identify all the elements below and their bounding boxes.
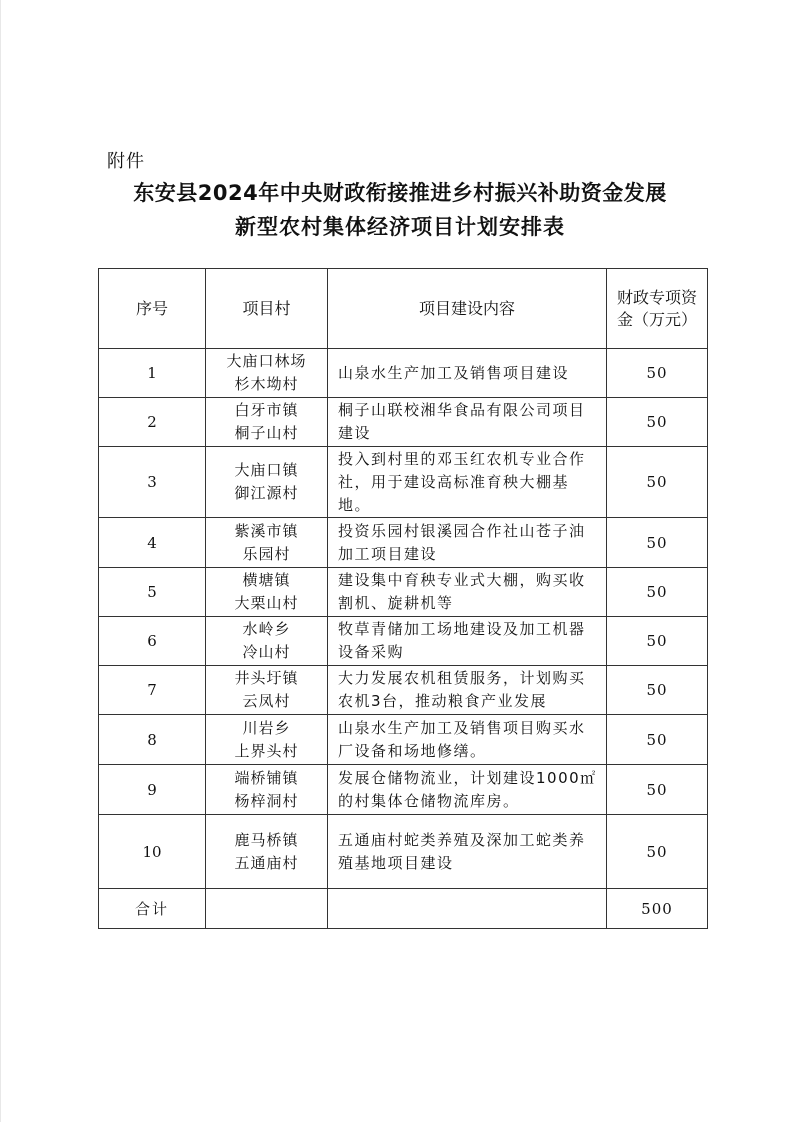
row-content: 投入到村里的邓玉红农机专业合作社，用于建设高标准育秧大棚基地。 [328, 447, 607, 518]
row-village-name: 桐子山村 [234, 424, 299, 442]
header-content: 项目建设内容 [328, 269, 607, 349]
row-funds: 50 [607, 447, 708, 518]
header-no: 序号 [99, 269, 206, 349]
row-village [206, 765, 328, 815]
total-village [206, 889, 328, 929]
row-town-name: 水岭乡 [242, 620, 291, 638]
row-town-name: 大庙口林场 [226, 352, 307, 370]
row-funds: 50 [607, 398, 708, 447]
table-row [99, 349, 708, 398]
row-funds: 50 [607, 666, 708, 715]
row-village [206, 815, 328, 889]
row-town-name: 白牙市镇 [234, 401, 299, 419]
row-content: 投资乐园村银溪园合作社山苍子油加工项目建设 [328, 518, 607, 568]
row-village [206, 666, 328, 715]
row-town-name: 鹿马桥镇 [234, 830, 299, 849]
row-funds: 50 [607, 349, 708, 398]
row-village [206, 349, 328, 398]
row-funds: 50 [607, 815, 708, 889]
table-row [99, 765, 708, 815]
total-label: 合计 [99, 889, 206, 929]
document-title-line-1: 东安县2024年中央财政衔接推进乡村振兴补助资金发展 [133, 181, 667, 205]
row-village-name: 乐园村 [242, 544, 291, 563]
row-village-name: 大栗山村 [234, 594, 299, 612]
row-town-name: 井头圩镇 [234, 669, 299, 687]
row-village-name: 上界头村 [234, 741, 299, 760]
total-funds: 500 [607, 889, 708, 929]
row-no: 9 [99, 765, 206, 815]
row-content: 牧草青储加工场地建设及加工机器设备采购 [328, 617, 607, 666]
row-content: 大力发展农机租赁服务，计划购买农机3台，推动粮食产业发展 [328, 666, 607, 715]
row-village [206, 398, 328, 447]
row-town-name: 紫溪市镇 [234, 521, 299, 540]
row-content: 山泉水生产加工及销售项目购买水厂设备和场地修缮。 [328, 715, 607, 765]
row-no: 10 [99, 815, 206, 889]
row-village-name: 云凤村 [242, 692, 291, 710]
total-content [328, 889, 607, 929]
row-funds: 50 [607, 617, 708, 666]
row-village [206, 617, 328, 666]
header-village: 项目村 [206, 269, 328, 349]
row-content: 桐子山联校湘华食品有限公司项目建设 [328, 398, 607, 447]
total-row [99, 889, 708, 929]
row-no: 4 [99, 518, 206, 568]
row-content: 建设集中育秧专业式大棚，购买收割机、旋耕机等 [328, 568, 607, 617]
row-town-name: 横塘镇 [242, 571, 291, 589]
row-no: 1 [99, 349, 206, 398]
row-content: 发展仓储物流业，计划建设1000㎡的村集体仓储物流库房。 [328, 765, 607, 815]
table-row [99, 568, 708, 617]
row-no: 5 [99, 568, 206, 617]
row-content: 五通庙村蛇类养殖及深加工蛇类养殖基地项目建设 [328, 815, 607, 889]
row-village-name: 杉木坳村 [234, 375, 299, 393]
table-header-row [99, 269, 708, 349]
row-no: 2 [99, 398, 206, 447]
row-funds: 50 [607, 518, 708, 568]
row-funds: 50 [607, 568, 708, 617]
row-village-name: 御江源村 [234, 484, 299, 502]
project-plan-table [98, 268, 708, 929]
row-village [206, 518, 328, 568]
table-row [99, 617, 708, 666]
table-row [99, 666, 708, 715]
table-row [99, 715, 708, 765]
header-funds: 财政专项资金（万元） [607, 269, 708, 349]
row-no: 3 [99, 447, 206, 518]
row-village [206, 715, 328, 765]
row-town-name: 大庙口镇 [234, 461, 299, 479]
attachment-label: 附件 [107, 151, 145, 172]
row-town-name: 川岩乡 [242, 718, 291, 737]
row-no: 7 [99, 666, 206, 715]
table-row [99, 815, 708, 889]
row-content: 山泉水生产加工及销售项目建设 [328, 349, 607, 398]
row-funds: 50 [607, 765, 708, 815]
table-row [99, 447, 708, 518]
row-village [206, 568, 328, 617]
table-row [99, 398, 708, 447]
table-row [99, 518, 708, 568]
row-village-name: 杨梓洞村 [234, 791, 299, 810]
document-title-line-2: 新型农村集体经济项目计划安排表 [235, 215, 565, 239]
row-funds: 50 [607, 715, 708, 765]
row-no: 6 [99, 617, 206, 666]
row-village-name: 五通庙村 [234, 853, 299, 872]
row-no: 8 [99, 715, 206, 765]
row-village-name: 冷山村 [242, 643, 291, 661]
row-town-name: 端桥铺镇 [234, 768, 299, 787]
row-village [206, 447, 328, 518]
